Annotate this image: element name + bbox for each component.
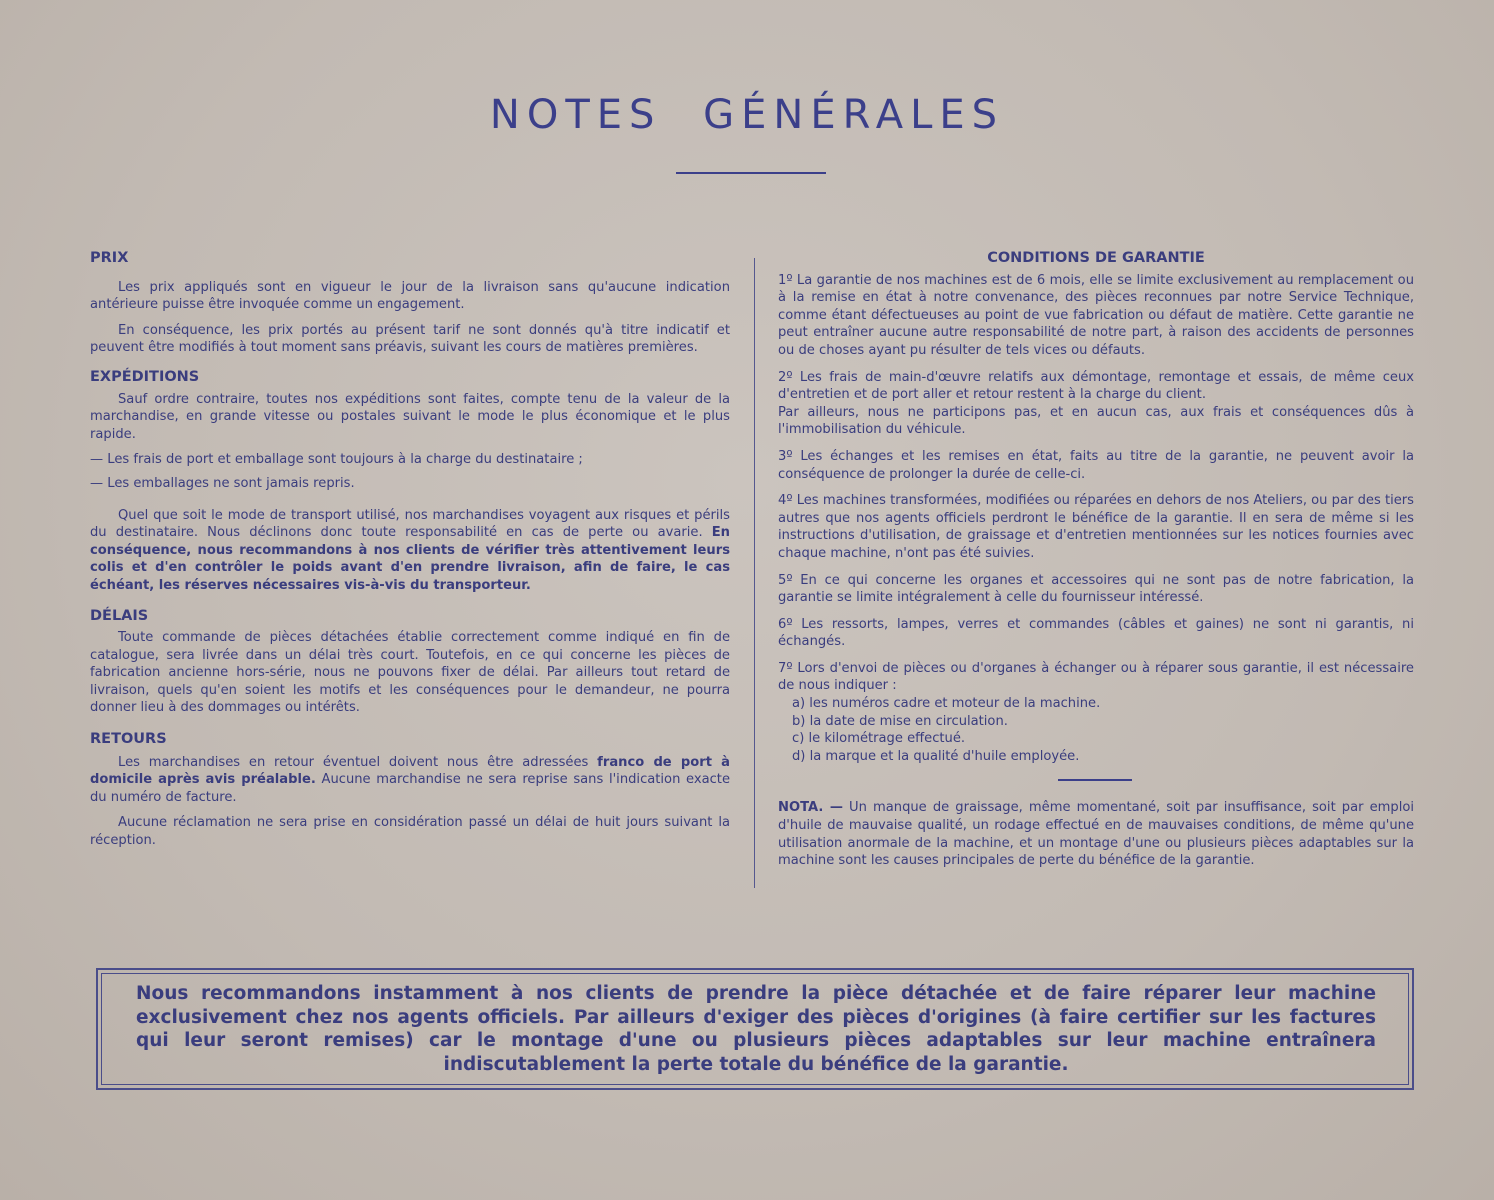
garantie-rule [1058,779,1132,781]
garantie-list [792,695,1414,765]
expeditions-paragraph-2 [90,507,730,595]
prix-paragraph-1: Les prix appliqués sont en vigueur le jour de la livraison sans qu'aucune indication antérieure puisse être invoquée comme un engagement. [90,279,730,313]
list-item: c) le kilométrage effectué. [792,731,966,747]
delais-heading: DÉLAIS [90,607,149,624]
expeditions-dash-2: — Les emballages ne sont jamais repris. [90,475,355,491]
column-divider [754,258,755,888]
delais-paragraph-1: Toute commande de pièces détachées établie correctement comme indiqué en fin de catalogue, sera livrée dans un délai très court. Toutefois, en ce qui concerne les pièces de fabrication ancienne hors-série, nous ne pouvons fixer de délai. Par ailleurs tout retard de livraison, quels qu'en soient les motifs et les conséquences pour le demandeur, ne pourra donner lieu à des dommages ou intérêts. [90,630,730,716]
retours-p1-text-b: Aucune marchandise ne sera reprise sans l'indication exacte du numéro de facture. [90,772,730,805]
retours-p1-bold: franco de port à domicile après avis préalable. [90,754,731,788]
garantie-clause-2b: Par ailleurs, nous ne participons pas, et en aucun cas, aux frais et conséquences dûs à l'immobilisation du véhicule. [778,404,1414,438]
nota-label: NOTA. — [778,800,843,816]
garantie-clause-3: 3º Les échanges et les remises en état, faits au titre de la garantie, ne peuvent avoir la conséquence de prolonger la durée de celle-ci. [778,448,1414,482]
expeditions-paragraph-2-bold: En conséquence, nous recommandons à nos clients de vérifier très attentivement leurs colis et d'en contrôler le poids avant d'en prendre livraison, afin de faire, le cas échéant, les réserves nécessaires vis-à-vis du transporteur. [90,525,730,593]
expeditions-paragraph-2-text: Quel que soit le mode de transport utilisé, nos marchandises voyagent aux risques et périls du destinataire. Nous déclinons donc toute responsabilité en cas de perte ou avarie. [90,507,730,541]
retours-paragraph-2: Aucune réclamation ne sera prise en considération passé un délai de huit jours suivant la réception. [90,815,730,849]
garantie-clause-4: 4º Les machines transformées, modifiées ou réparées en dehors de nos Ateliers, ou par des tiers autres que nos agents officiels perdront le bénéfice de la garantie. Il en sera de même si les instructions d'utilisation, de graissage et d'entretien mentionnées sur les notices fournies avec chaque machine, n'ont pas été suivies. [778,493,1414,561]
title-underline [676,172,826,174]
prix-paragraph-2: En conséquence, les prix portés au présent tarif ne sont donnés qu'à titre indicatif et peuvent être modifiés à tout moment sans préavis, suivant les cours de matières premières. [90,322,730,356]
expeditions-dash-1: — Les frais de port et emballage sont toujours à la charge du destinataire ; [90,452,583,468]
list-item: a) les numéros cadre et moteur de la machine. [792,696,1101,712]
expeditions-heading: EXPÉDITIONS [90,368,200,385]
garantie-heading: CONDITIONS DE GARANTIE [987,250,1205,266]
retours-paragraph-1 [90,754,730,807]
garantie-clause-2: 2º Les frais de main-d'œuvre relatifs aux démontage, remontage et essais, de même ceux d'entretien et de port aller et retour restent à la charge du client. [778,369,1414,403]
recommendation-box [96,968,1414,1090]
page-title: NOTES GÉNÉRALES [489,92,1005,138]
list-item: d) la marque et la qualité d'huile employée. [792,748,1080,764]
garantie-clause-7: 7º Lors d'envoi de pièces ou d'organes à échanger ou à réparer sous garantie, il est nécessaire de nous indiquer : [778,660,1414,694]
list-item: b) la date de mise en circulation. [792,713,1008,729]
garantie-clause-6: 6º Les ressorts, lampes, verres et commandes (câbles et gaines) ne sont ni garantis, ni échangés. [778,616,1414,650]
prix-heading: PRIX [90,250,129,266]
expeditions-paragraph-1: Sauf ordre contraire, toutes nos expéditions sont faites, compte tenu de la valeur de la marchandise, en grande vitesse ou postales suivant le mode le plus économique et le plus rapide. [90,391,730,442]
recommendation-text: Nous recommandons instamment à nos clients de prendre la pièce détachée et de faire réparer leur machine exclusivement chez nos agents officiels. Par ailleurs d'exiger des pièces d'origines (à faire certifier sur les factures qui leur seront remises) car le montage d'une ou plusieurs pièces adaptables sur leur machine entraînera indiscutablement la perte totale du bénéfice de la garantie. [136,983,1376,1075]
retours-p1-text-a: Les marchandises en retour éventuel doivent nous être adressées [118,754,589,770]
garantie-clause-5: 5º En ce qui concerne les organes et accessoires qui ne sont pas de notre fabrication, la garantie se limite intégralement à celle du fournisseur intéressé. [778,572,1414,606]
nota-text: Un manque de graissage, même momentané, soit par insuffisance, soit par emploi d'huile de mauvaise qualité, un rodage effectué en de mauvaises conditions, de même qu'une utilisation anormale de la machine, et un montage d'une ou plusieurs pièces adaptables sur la machine sont les causes principales de perte du bénéfice de la garantie. [778,800,1414,869]
left-column [90,250,730,858]
garantie-clause-1: 1º La garantie de nos machines est de 6 mois, elle se limite exclusivement au remplacement ou à la remise en état à notre convenance, des pièces reconnues par notre Service Technique, comme étant défectueuses au point de vue fabrication ou défaut de matière. Cette garantie ne peut entraîner aucune autre responsabilité de notre part, à raison des accidents de personnes ou de choses ayant pu résulter de tels vices ou défauts. [778,272,1414,358]
nota-paragraph [778,799,1414,869]
retours-heading: RETOURS [90,731,167,748]
right-column [778,250,1414,879]
